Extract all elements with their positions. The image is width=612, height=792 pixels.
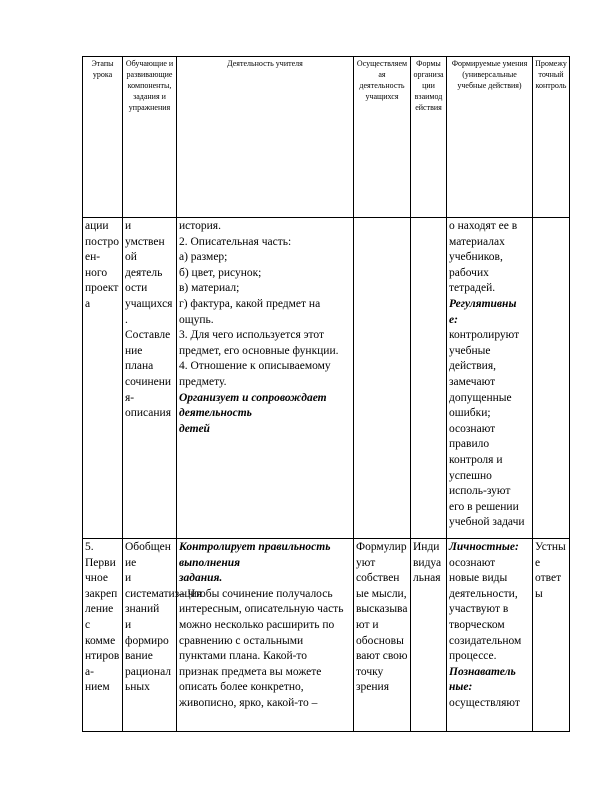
text-line: о находят ее в xyxy=(449,220,518,232)
text-line: ные: xyxy=(449,681,473,694)
text-line: действия, xyxy=(449,360,496,373)
text-line: и xyxy=(125,618,132,631)
text-line: точку xyxy=(356,665,384,678)
text-line: зрения xyxy=(356,681,389,694)
row1-control-cell xyxy=(533,218,570,539)
text-line: 2. Описательная часть: xyxy=(179,235,292,248)
row1-students-cell xyxy=(354,218,411,539)
text-line: в) материал; xyxy=(179,282,240,295)
text-line: Инди xyxy=(413,541,440,553)
text-line: ошибки; xyxy=(449,407,491,420)
header-teacher: Деятельность учителя xyxy=(177,57,354,218)
text-line: . xyxy=(125,313,128,326)
header-control: Промежуточный контроль xyxy=(533,57,570,218)
text-line: ощупь. xyxy=(179,313,214,326)
text-line: высказыва xyxy=(356,603,408,616)
text-line: ление xyxy=(85,603,114,616)
text-line: Формулир xyxy=(356,541,407,553)
text-line: 4. Отношение к описываемому xyxy=(179,360,331,373)
text-line: вание xyxy=(125,650,153,663)
text-line: детей xyxy=(179,422,210,435)
text-line: ьных xyxy=(125,681,150,694)
row2-skills-cell xyxy=(447,539,533,732)
text-line: видуа xyxy=(413,556,442,569)
text-line: ие xyxy=(125,556,137,569)
text-line: рационал xyxy=(125,665,172,678)
text-line: исполь-зуют xyxy=(449,485,511,498)
text-line: описания xyxy=(125,407,172,420)
text-line: вают свою xyxy=(356,650,408,663)
text-line: процессе. xyxy=(449,650,497,663)
text-line: рабочих xyxy=(449,266,489,279)
text-line: пунктами плана. Какой-то xyxy=(179,650,308,663)
text-line: учебные xyxy=(449,344,491,357)
text-line: б) цвет, рисунок; xyxy=(179,266,262,279)
text-line: а xyxy=(85,297,91,310)
text-line: можно несколько расширить по xyxy=(179,618,335,631)
text-line: созидательном xyxy=(449,634,522,647)
text-line: сравнению с остальными xyxy=(179,634,304,647)
text-line: постро xyxy=(85,235,119,248)
text-line: Регулятивны xyxy=(449,297,517,310)
text-line: успешно xyxy=(449,469,492,482)
text-line: выполнения xyxy=(179,556,241,569)
header-forms: Формы организации взаимодействия xyxy=(411,57,447,218)
table-row xyxy=(83,218,570,539)
text-line: Организует и сопровождает xyxy=(179,391,327,404)
row1-components-cell xyxy=(123,218,177,539)
text-line: 5. xyxy=(85,541,94,553)
text-line: контролируют xyxy=(449,329,520,342)
text-line: ен- xyxy=(85,251,101,264)
text-line: ости xyxy=(125,282,148,295)
text-line: уют xyxy=(356,556,376,569)
text-line: умствен xyxy=(125,235,165,248)
text-line: ют и xyxy=(356,618,379,631)
text-line: учебной задачи xyxy=(449,516,525,529)
text-line: замечают xyxy=(449,375,496,388)
text-line: интересным, описательную часть xyxy=(179,603,344,616)
row2-control-cell xyxy=(533,539,570,732)
header-skills: Формируемые умения (универсальные учебные действия) xyxy=(447,57,533,218)
text-line: признак предмета вы можете xyxy=(179,665,322,678)
text-line: осуществляют xyxy=(449,696,520,709)
text-line: его в решении xyxy=(449,500,519,513)
text-line: а) размер; xyxy=(179,251,228,264)
text-line: ного xyxy=(85,266,108,279)
text-line: ы xyxy=(535,587,543,600)
text-line: предмету. xyxy=(179,375,227,388)
text-line: закреп xyxy=(85,587,118,600)
text-line: история. xyxy=(179,220,221,232)
text-line: ответ xyxy=(535,572,562,585)
text-line: г) фактура, какой предмет на xyxy=(179,297,321,310)
text-line: описать более конкретно, xyxy=(179,681,304,694)
text-line: собствен xyxy=(356,572,400,585)
text-line: материалах xyxy=(449,235,505,248)
text-line: сочинени xyxy=(125,375,172,388)
text-line: – Чтобы сочинение получалось xyxy=(179,587,333,600)
lesson-plan-table xyxy=(82,56,570,732)
text-line: обосновы xyxy=(356,634,404,647)
text-line: систематизация xyxy=(125,587,202,600)
text-line: е: xyxy=(449,313,458,326)
text-line: тетрадей. xyxy=(449,282,496,295)
text-line: осознают xyxy=(449,556,496,569)
text-line: е xyxy=(535,556,541,569)
row2-teacher-cell xyxy=(177,539,354,732)
text-line: деятельности, xyxy=(449,587,518,600)
row2-stage-cell xyxy=(83,539,123,732)
text-line: Составле xyxy=(125,329,171,342)
text-line: и xyxy=(125,572,132,585)
text-line: деятель xyxy=(125,266,163,279)
text-line: Перви xyxy=(85,556,116,569)
header-stages: Этапы урока xyxy=(83,57,123,218)
table-row xyxy=(83,539,570,732)
text-line: комме xyxy=(85,634,116,647)
text-line: живописно, ярко, какой-то – xyxy=(179,696,318,709)
text-line: творческом xyxy=(449,618,505,631)
row1-teacher-cell xyxy=(177,218,354,539)
row2-students-cell xyxy=(354,539,411,732)
row1-forms-cell xyxy=(411,218,447,539)
text-line: Устны xyxy=(535,541,566,553)
text-line: учащихся xyxy=(125,297,173,310)
text-line: ации xyxy=(85,220,109,232)
text-line: плана xyxy=(125,360,154,373)
row1-skills-cell xyxy=(447,218,533,539)
text-line: нтиров xyxy=(85,650,120,663)
table-header-row xyxy=(83,57,570,218)
text-line: учебников, xyxy=(449,251,503,264)
text-line: льная xyxy=(413,572,441,585)
text-line: Личностные: xyxy=(449,541,519,553)
text-line: ние xyxy=(125,344,143,357)
row1-stage-cell xyxy=(83,218,123,539)
header-components: Обучающие и развивающие компоненты, задания и упражнения xyxy=(123,57,177,218)
text-line: ые мысли, xyxy=(356,587,407,600)
text-line: чное xyxy=(85,572,108,585)
text-line: а- xyxy=(85,665,94,678)
text-line: задания. xyxy=(179,572,223,585)
text-line: 3. Для чего используется этот xyxy=(179,329,325,342)
text-line: с xyxy=(85,618,91,631)
row2-forms-cell xyxy=(411,539,447,732)
text-line: Обобщен xyxy=(125,541,171,553)
text-line: знаний xyxy=(125,603,160,616)
text-line: проект xyxy=(85,282,119,295)
text-line: я- xyxy=(125,391,135,404)
text-line: предмет, его основные функции. xyxy=(179,344,339,357)
text-line: допущенные xyxy=(449,391,512,404)
text-line: формиро xyxy=(125,634,169,647)
text-line: новые виды xyxy=(449,572,508,585)
text-line: контроля и xyxy=(449,453,503,466)
header-students: Осуществляемая деятельность учащихся xyxy=(354,57,411,218)
text-line: ой xyxy=(125,251,137,264)
text-line: участвуют в xyxy=(449,603,509,616)
text-line: осознают xyxy=(449,422,496,435)
text-line: правило xyxy=(449,438,490,451)
text-line: и xyxy=(125,220,132,232)
text-line: Контролирует правильность xyxy=(179,541,331,553)
text-line: Познаватель xyxy=(449,665,516,678)
text-line: нием xyxy=(85,681,110,694)
text-line: деятельность xyxy=(179,407,252,420)
